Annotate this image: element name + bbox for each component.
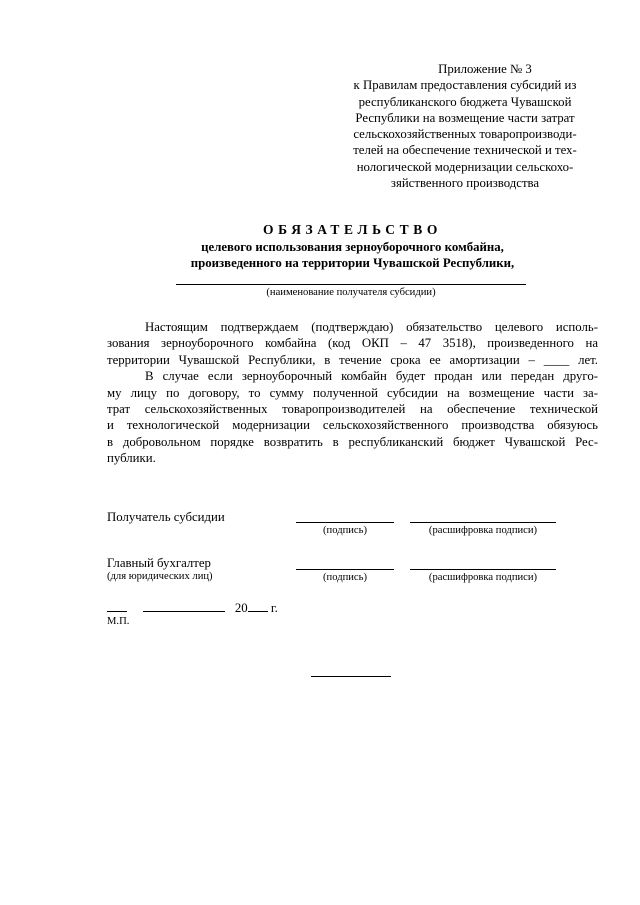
date-day-field[interactable] [107, 600, 127, 612]
stamp-label: М.П. [107, 616, 130, 627]
date-row [107, 600, 278, 616]
appendix-line: зяйственного производства [390, 176, 540, 191]
recipient-signature-label: Получатель субсидии [107, 510, 225, 524]
recipient-decoding-caption: (расшифровка подписи) [428, 525, 538, 536]
date-year-prefix: 20 [234, 601, 248, 615]
body-line: Настоящим подтверждаем (подтверждаю) обязательство целевого исполь- [145, 320, 598, 334]
body-line: и технологической модернизации сельскохозяйственного производства обязуюсь [107, 418, 598, 433]
appendix-line: республиканского бюджета Чувашской [358, 94, 572, 109]
recipient-signature-decoding-field[interactable] [410, 522, 556, 523]
body-line: трат сельскохозяйственных товаропроизводителей на обеспечение технической [107, 402, 598, 417]
appendix-line: сельскохозяйственных товаропроизводи- [353, 127, 577, 142]
appendix-line: нологической модернизации сельскохо- [356, 159, 574, 174]
recipient-signature-caption: (подпись) [323, 525, 367, 536]
document-subtitle-line2: произведенного на территории Чувашской Республики, [190, 256, 515, 270]
accountant-signature-decoding-field[interactable] [410, 569, 556, 570]
appendix-line: к Правилам предоставления субсидий из [353, 78, 577, 93]
recipient-name-field[interactable] [176, 284, 526, 285]
body-line: территории Чувашской Республики, в течение срока ее амортизации – ____ лет. [107, 352, 598, 367]
appendix-block [330, 61, 600, 191]
date-year-field[interactable] [248, 600, 268, 612]
obligation-body [107, 319, 598, 467]
date-month-field[interactable] [143, 600, 225, 612]
body-line: В случае если зерноуборочный комбайн будет продан или передан друго- [145, 369, 598, 384]
accountant-decoding-caption: (расшифровка подписи) [428, 572, 538, 583]
recipient-signature-field[interactable] [296, 522, 394, 523]
appendix-line: телей на обеспечение технической и тех- [353, 143, 577, 158]
accountant-signature-caption: (подпись) [323, 572, 367, 583]
accountant-signature-label: Главный бухгалтер [107, 556, 211, 570]
accountant-signature-sublabel: (для юридических лиц) [107, 571, 213, 582]
body-line: в добровольном порядке возвратить в республиканский бюджет Чувашской Рес- [107, 434, 598, 449]
document-title: ОБЯЗАТЕЛЬСТВО [263, 222, 442, 237]
document-subtitle-line1: целевого использования зерноуборочного комбайна, [201, 240, 504, 254]
appendix-line: Республики на возмещение части затрат [355, 110, 575, 125]
date-year-suffix: г. [270, 601, 278, 615]
recipient-name-caption: (наименование получателя субсидии) [266, 287, 436, 298]
footer-divider [311, 676, 391, 677]
appendix-title: Приложение № 3 [438, 62, 532, 76]
body-line: зования зерноуборочного комбайна (код ОКП – 47 3518), произведенного на [107, 336, 598, 351]
accountant-signature-field[interactable] [296, 569, 394, 570]
body-line: му лицу по договору, то сумму полученной субсидии на возмещение части за- [107, 385, 598, 400]
body-line: публики. [107, 451, 156, 466]
